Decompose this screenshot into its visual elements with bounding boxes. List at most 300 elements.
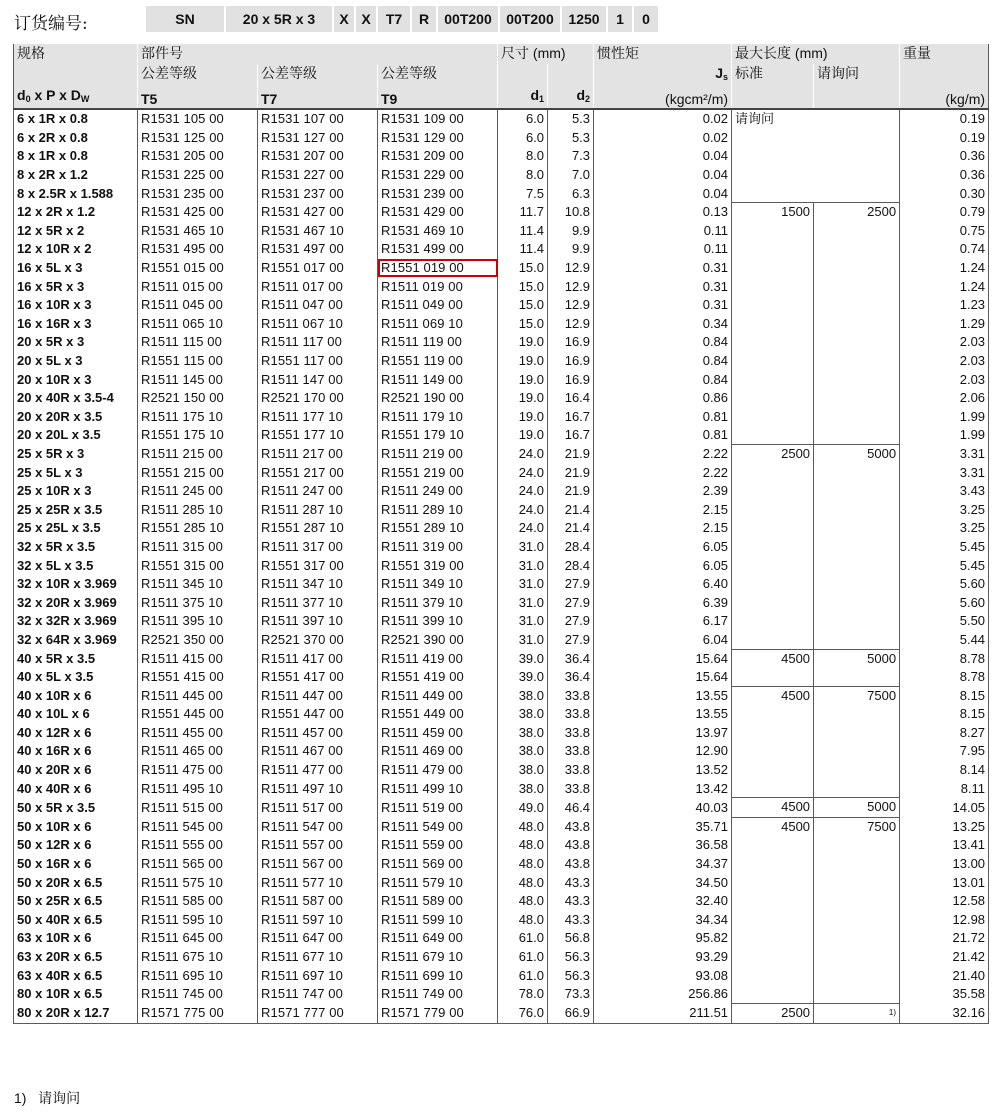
cell-weight: 5.50 [900,612,989,631]
cell-weight: 7.95 [900,742,989,761]
cell-d1: 39.0 [498,668,548,687]
cell-inquiry-length: 7500 [814,818,900,1004]
cell-size: 16 x 5R x 3 [14,277,138,296]
table-row [14,818,989,837]
cell-js: 0.86 [594,389,732,408]
cell-part-t9: R1571 779 00 [378,1004,498,1024]
cell-js: 13.52 [594,761,732,780]
cell-size: 50 x 10R x 6 [14,818,138,837]
cell-d1: 8.0 [498,166,548,185]
cell-d1: 15.0 [498,315,548,334]
table-row [14,686,989,705]
spec-table-body [14,109,989,1024]
cell-part-t9: R1551 419 00 [378,668,498,687]
cell-part-t9: R1531 239 00 [378,184,498,203]
cell-d2: 21.4 [548,519,594,538]
cell-part-t7: R1511 577 10 [258,873,378,892]
cell-part-t7: R1511 747 00 [258,985,378,1004]
cell-part-t9: R1511 399 10 [378,612,498,631]
screw-spec-table [13,44,989,1024]
cell-d2: 16.4 [548,389,594,408]
cell-part-t7: R1511 017 00 [258,277,378,296]
code-seg-opt2: 0 [634,6,658,32]
cell-part-t5: R1511 415 00 [138,649,258,668]
cell-part-t9: R1511 069 10 [378,315,498,334]
header-row-1 [14,44,989,64]
cell-js: 211.51 [594,1004,732,1024]
code-seg-opt1: 1 [608,6,632,32]
cell-d2: 16.9 [548,333,594,352]
cell-part-t5: R1511 585 00 [138,892,258,911]
cell-d1: 6.0 [498,109,548,129]
cell-d1: 24.0 [498,519,548,538]
cell-d1: 19.0 [498,352,548,371]
cell-js: 0.02 [594,129,732,148]
cell-weight: 13.25 [900,818,989,837]
cell-weight: 1.29 [900,315,989,334]
cell-part-t5: R1511 495 10 [138,779,258,798]
cell-weight: 21.42 [900,948,989,967]
cell-part-t5: R1511 175 10 [138,408,258,427]
cell-size: 32 x 32R x 3.969 [14,612,138,631]
cell-js: 0.31 [594,259,732,278]
cell-size: 20 x 20L x 3.5 [14,426,138,445]
cell-d2: 7.0 [548,166,594,185]
cell-d2: 43.8 [548,836,594,855]
hdr-t7: T7 [258,86,378,109]
cell-part-t9: R1551 319 00 [378,556,498,575]
cell-d2: 33.8 [548,761,594,780]
hdr-js-unit: (kgcm²/m) [594,86,732,109]
cell-d2: 27.9 [548,575,594,594]
cell-std-length: 4500 [732,686,814,798]
cell-part-t7: R1511 347 10 [258,575,378,594]
cell-part-t7: R1511 587 00 [258,892,378,911]
cell-part-t7: R1551 287 10 [258,519,378,538]
cell-inquiry-length: 2500 [814,203,900,445]
hdr-weight-unit: (kg/m) [900,86,989,109]
cell-size: 32 x 10R x 3.969 [14,575,138,594]
cell-part-t7: R1531 427 00 [258,203,378,222]
cell-js: 34.37 [594,855,732,874]
cell-d2: 43.3 [548,873,594,892]
cell-size: 50 x 12R x 6 [14,836,138,855]
cell-part-t7: R1551 177 10 [258,426,378,445]
cell-size: 8 x 1R x 0.8 [14,147,138,166]
cell-size: 20 x 20R x 3.5 [14,408,138,427]
cell-d2: 12.9 [548,296,594,315]
cell-js: 0.31 [594,277,732,296]
cell-part-t9: R1511 749 00 [378,985,498,1004]
cell-part-t9: R1511 479 00 [378,761,498,780]
cell-d1: 24.0 [498,482,548,501]
cell-inquiry-length: 5000 [814,445,900,650]
cell-part-t7: R1511 147 00 [258,370,378,389]
cell-part-t7: R1511 217 00 [258,445,378,464]
cell-d2: 27.9 [548,593,594,612]
cell-size: 50 x 40R x 6.5 [14,911,138,930]
cell-weight: 13.01 [900,873,989,892]
cell-size: 20 x 5R x 3 [14,333,138,352]
cell-d2: 33.8 [548,686,594,705]
cell-weight: 32.16 [900,1004,989,1024]
cell-part-t9: R1551 019 00 [378,259,498,278]
cell-std-length: 1500 [732,203,814,445]
cell-part-t9: R1551 289 10 [378,519,498,538]
cell-weight: 5.45 [900,538,989,557]
cell-part-t5: R1551 415 00 [138,668,258,687]
header-row-2 [14,64,989,86]
cell-d2: 28.4 [548,538,594,557]
cell-size: 50 x 25R x 6.5 [14,892,138,911]
cell-size: 20 x 5L x 3 [14,352,138,371]
cell-d1: 78.0 [498,985,548,1004]
code-seg-r: R [412,6,436,32]
cell-d2: 5.3 [548,129,594,148]
cell-size: 50 x 16R x 6 [14,855,138,874]
cell-d1: 38.0 [498,779,548,798]
cell-d2: 43.3 [548,892,594,911]
cell-size: 32 x 64R x 3.969 [14,631,138,650]
cell-d1: 8.0 [498,147,548,166]
cell-size: 40 x 40R x 6 [14,779,138,798]
cell-js: 6.05 [594,556,732,575]
cell-part-t7: R1511 677 10 [258,948,378,967]
cell-std-length: 4500 [732,649,814,686]
cell-size: 20 x 10R x 3 [14,370,138,389]
hdr-d2: $d_2$ [548,86,594,109]
cell-part-t5: R1511 375 10 [138,593,258,612]
cell-size: 63 x 10R x 6 [14,929,138,948]
hdr-tol-t5: 公差等级 [138,64,258,86]
cell-part-t5: R1511 575 10 [138,873,258,892]
cell-d2: 16.9 [548,352,594,371]
cell-part-t7: R1511 047 00 [258,296,378,315]
cell-d1: 15.0 [498,259,548,278]
header-row-3 [14,86,989,109]
cell-part-t5: R1511 455 00 [138,724,258,743]
cell-part-t5: R1531 225 00 [138,166,258,185]
cell-d1: 11.4 [498,222,548,241]
cell-d2: 43.8 [548,855,594,874]
cell-d2: 43.3 [548,911,594,930]
cell-d2: 33.8 [548,742,594,761]
cell-part-t7: R1511 567 00 [258,855,378,874]
cell-part-t5: R1551 285 10 [138,519,258,538]
cell-size: 8 x 2R x 1.2 [14,166,138,185]
cell-weight: 2.03 [900,333,989,352]
cell-d2: 43.8 [548,818,594,837]
cell-weight: 8.11 [900,779,989,798]
cell-js: 6.40 [594,575,732,594]
cell-d1: 31.0 [498,593,548,612]
cell-d2: 27.9 [548,612,594,631]
cell-d2: 21.4 [548,500,594,519]
cell-part-t9: R1511 119 00 [378,333,498,352]
cell-part-t5: R1531 425 00 [138,203,258,222]
cell-part-t7: R1511 467 00 [258,742,378,761]
cell-js: 13.55 [594,705,732,724]
footnote-ref: 1) [888,1008,897,1017]
cell-size: 12 x 10R x 2 [14,240,138,259]
cell-part-t5: R1551 445 00 [138,705,258,724]
cell-part-t9: R1511 249 00 [378,482,498,501]
cell-js: 0.34 [594,315,732,334]
cell-weight: 0.30 [900,184,989,203]
cell-size: 25 x 25L x 3.5 [14,519,138,538]
cell-size: 40 x 16R x 6 [14,742,138,761]
cell-part-t9: R1531 209 00 [378,147,498,166]
hdr-t5: T5 [138,86,258,109]
cell-js: 0.02 [594,109,732,129]
cell-d1: 19.0 [498,426,548,445]
cell-part-t7: R2521 370 00 [258,631,378,650]
cell-inquiry-length: 5000 [814,798,900,818]
cell-weight: 0.19 [900,129,989,148]
cell-d1: 24.0 [498,445,548,464]
cell-d1: 15.0 [498,277,548,296]
cell-part-t7: R1511 397 10 [258,612,378,631]
cell-d2: 56.3 [548,966,594,985]
cell-d2: 7.3 [548,147,594,166]
table-row [14,109,989,129]
cell-d1: 48.0 [498,818,548,837]
cell-part-t7: R1511 517 00 [258,798,378,818]
cell-part-t7: R1511 597 10 [258,911,378,930]
cell-part-t7: R1511 447 00 [258,686,378,705]
code-seg-x1: X [334,6,354,32]
cell-js: 0.13 [594,203,732,222]
cell-d1: 49.0 [498,798,548,818]
cell-weight: 5.60 [900,575,989,594]
cell-part-t9: R1511 549 00 [378,818,498,837]
hdr-tol-t9: 公差等级 [378,64,498,86]
cell-d2: 56.3 [548,948,594,967]
cell-part-t9: R1511 589 00 [378,892,498,911]
cell-d1: 19.0 [498,389,548,408]
cell-part-t5: R1571 775 00 [138,1004,258,1024]
cell-part-t7: R1511 247 00 [258,482,378,501]
cell-part-t7: R1511 557 00 [258,836,378,855]
cell-part-t7: R1531 127 00 [258,129,378,148]
cell-size: 80 x 10R x 6.5 [14,985,138,1004]
cell-js: 2.22 [594,463,732,482]
cell-d1: 31.0 [498,612,548,631]
cell-part-t7: R1551 017 00 [258,259,378,278]
cell-weight: 8.78 [900,649,989,668]
hdr-tol-t7: 公差等级 [258,64,378,86]
cell-part-t7: R1531 227 00 [258,166,378,185]
cell-weight: 1.99 [900,426,989,445]
cell-size: 6 x 1R x 0.8 [14,109,138,129]
cell-js: 40.03 [594,798,732,818]
cell-part-t9: R1511 289 10 [378,500,498,519]
cell-js: 2.39 [594,482,732,501]
cell-js: 2.15 [594,500,732,519]
cell-part-t7: R1511 497 10 [258,779,378,798]
cell-part-t5: R1511 695 10 [138,966,258,985]
cell-size: 50 x 20R x 6.5 [14,873,138,892]
cell-js: 6.17 [594,612,732,631]
cell-weight: 2.03 [900,370,989,389]
cell-weight: 1.24 [900,277,989,296]
code-seg-end2: 00T200 [500,6,560,32]
cell-weight: 3.31 [900,445,989,464]
cell-part-t5: R1511 745 00 [138,985,258,1004]
cell-js: 0.81 [594,408,732,427]
cell-part-t5: R1511 675 10 [138,948,258,967]
cell-js: 0.04 [594,166,732,185]
cell-part-t5: R1511 215 00 [138,445,258,464]
cell-d1: 48.0 [498,855,548,874]
cell-d1: 24.0 [498,463,548,482]
cell-part-t9: R1511 459 00 [378,724,498,743]
cell-size: 40 x 10R x 6 [14,686,138,705]
cell-weight: 2.03 [900,352,989,371]
cell-part-t7: R1531 107 00 [258,109,378,129]
cell-d2: 36.4 [548,668,594,687]
cell-weight: 8.14 [900,761,989,780]
cell-d1: 61.0 [498,948,548,967]
cell-d2: 56.8 [548,929,594,948]
cell-std-length: 2500 [732,1004,814,1024]
cell-js: 15.64 [594,668,732,687]
cell-js: 13.55 [594,686,732,705]
cell-part-t9: R1551 179 10 [378,426,498,445]
cell-weight: 3.25 [900,519,989,538]
cell-size: 8 x 2.5R x 1.588 [14,184,138,203]
hdr-size-formula: $d_0$ x P x $D_W$ [14,86,138,109]
cell-weight: 5.44 [900,631,989,650]
cell-part-t9: R1531 129 00 [378,129,498,148]
cell-weight: 5.60 [900,593,989,612]
cell-d1: 6.0 [498,129,548,148]
cell-d1: 48.0 [498,836,548,855]
cell-size: 32 x 5R x 3.5 [14,538,138,557]
cell-size: 80 x 20R x 12.7 [14,1004,138,1024]
cell-part-t5: R1511 285 10 [138,500,258,519]
hdr-t9: T9 [378,86,498,109]
cell-d1: 15.0 [498,296,548,315]
order-code-label: 订货编号: [14,14,88,34]
cell-part-t7: R1531 497 00 [258,240,378,259]
cell-part-t9: R1511 599 10 [378,911,498,930]
cell-d1: 76.0 [498,1004,548,1024]
cell-js: 95.82 [594,929,732,948]
cell-part-t7: R1551 447 00 [258,705,378,724]
cell-size: 40 x 12R x 6 [14,724,138,743]
cell-size: 63 x 40R x 6.5 [14,966,138,985]
cell-d1: 38.0 [498,724,548,743]
cell-d2: 12.9 [548,259,594,278]
cell-part-t5: R1511 395 10 [138,612,258,631]
cell-size: 12 x 5R x 2 [14,222,138,241]
cell-size: 6 x 2R x 0.8 [14,129,138,148]
hdr-d1: $d_1$ [498,86,548,109]
cell-js: 6.05 [594,538,732,557]
cell-part-t9: R1511 319 00 [378,538,498,557]
cell-part-t9: R1511 559 00 [378,836,498,855]
hdr-part-number: 部件号 [138,44,498,64]
cell-size: 16 x 16R x 3 [14,315,138,334]
cell-js: 0.11 [594,222,732,241]
cell-weight: 1.24 [900,259,989,278]
cell-js: 34.34 [594,911,732,930]
footnote-text: 请询问 [38,1090,81,1106]
cell-weight: 8.78 [900,668,989,687]
cell-part-t5: R1511 595 10 [138,911,258,930]
cell-size: 25 x 5L x 3 [14,463,138,482]
cell-part-t9: R2521 390 00 [378,631,498,650]
cell-size: 16 x 10R x 3 [14,296,138,315]
cell-d2: 33.8 [548,705,594,724]
hdr-weight: 重量 [900,44,989,64]
cell-d2: 66.9 [548,1004,594,1024]
cell-d1: 11.7 [498,203,548,222]
cell-part-t5: R1551 175 10 [138,426,258,445]
cell-size: 63 x 20R x 6.5 [14,948,138,967]
cell-weight: 0.36 [900,147,989,166]
hdr-inquiry: 请询问 [814,64,900,86]
cell-js: 0.31 [594,296,732,315]
cell-part-t7: R1511 287 10 [258,500,378,519]
cell-d2: 16.7 [548,426,594,445]
cell-weight: 1.99 [900,408,989,427]
cell-d2: 9.9 [548,222,594,241]
hdr-js: $J_s$ [594,64,732,86]
cell-size: 25 x 25R x 3.5 [14,500,138,519]
cell-d2: 12.9 [548,315,594,334]
cell-js: 256.86 [594,985,732,1004]
cell-weight: 3.25 [900,500,989,519]
cell-part-t7: R1531 207 00 [258,147,378,166]
cell-size: 25 x 5R x 3 [14,445,138,464]
cell-part-t5: R1511 115 00 [138,333,258,352]
cell-part-t9: R1511 449 00 [378,686,498,705]
footnote [14,1088,80,1108]
cell-part-t5: R1551 115 00 [138,352,258,371]
cell-d1: 31.0 [498,631,548,650]
cell-d2: 21.9 [548,482,594,501]
cell-d2: 28.4 [548,556,594,575]
cell-std-length: 请询问 [732,109,900,203]
cell-weight: 8.15 [900,705,989,724]
cell-part-t9: R1531 499 00 [378,240,498,259]
cell-part-t7: R1551 317 00 [258,556,378,575]
cell-part-t5: R1511 245 00 [138,482,258,501]
table-row [14,649,989,668]
cell-weight: 2.06 [900,389,989,408]
cell-js: 0.84 [594,370,732,389]
cell-d2: 33.8 [548,724,594,743]
cell-part-t5: R1511 515 00 [138,798,258,818]
cell-weight: 3.43 [900,482,989,501]
cell-js: 34.50 [594,873,732,892]
cell-part-t5: R1511 645 00 [138,929,258,948]
cell-d2: 21.9 [548,445,594,464]
code-seg-x2: X [356,6,376,32]
cell-part-t9: R2521 190 00 [378,389,498,408]
cell-part-t5: R1551 315 00 [138,556,258,575]
cell-part-t7: R1551 417 00 [258,668,378,687]
cell-part-t9: R1511 569 00 [378,855,498,874]
cell-part-t5: R2521 150 00 [138,389,258,408]
cell-weight: 21.72 [900,929,989,948]
cell-part-t9: R1511 049 00 [378,296,498,315]
cell-part-t9: R1511 699 10 [378,966,498,985]
cell-js: 2.22 [594,445,732,464]
cell-part-t7: R1511 477 00 [258,761,378,780]
